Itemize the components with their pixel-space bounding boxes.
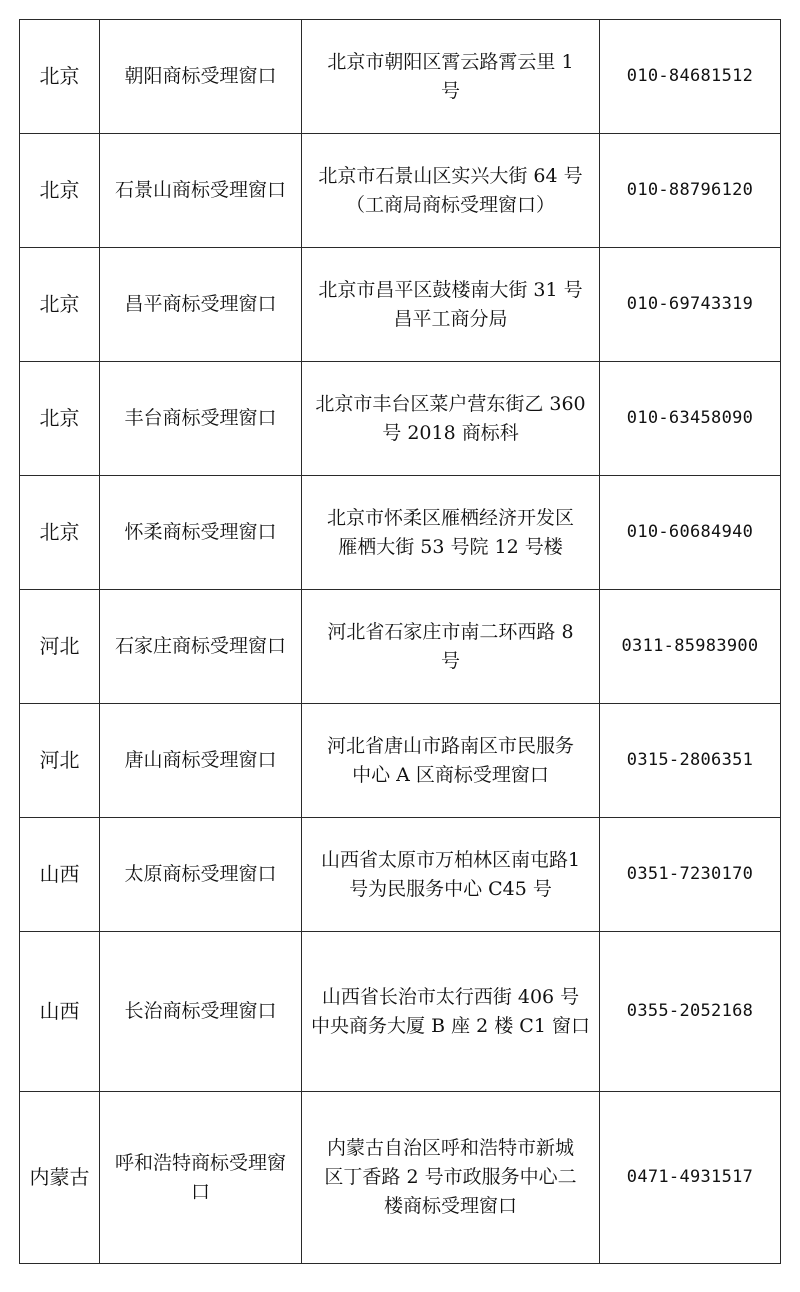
phone-cell: 010-69743319 [600,248,781,362]
province-cell: 内蒙古 [20,1092,100,1264]
province-cell: 山西 [20,818,100,932]
office-name-cell: 唐山商标受理窗口 [100,704,302,818]
table-body [20,20,781,1264]
table-row [20,1092,781,1264]
phone-cell: 0315-2806351 [600,704,781,818]
province-cell: 北京 [20,362,100,476]
province-cell: 河北 [20,590,100,704]
office-name-cell: 长治商标受理窗口 [100,932,302,1092]
office-name-cell: 呼和浩特商标受理窗 口 [100,1092,302,1264]
office-name-cell: 石景山商标受理窗口 [100,134,302,248]
phone-cell: 010-88796120 [600,134,781,248]
province-cell: 北京 [20,476,100,590]
address-cell: 内蒙古自治区呼和浩特市新城 区丁香路 2 号市政服务中心二 楼商标受理窗口 [302,1092,600,1264]
phone-cell: 010-60684940 [600,476,781,590]
table-row [20,932,781,1092]
address-cell: 北京市石景山区实兴大街 64 号 （工商局商标受理窗口） [302,134,600,248]
trademark-office-table [19,19,781,1264]
office-name-cell: 石家庄商标受理窗口 [100,590,302,704]
province-cell: 北京 [20,248,100,362]
phone-cell: 010-84681512 [600,20,781,134]
office-name-cell: 朝阳商标受理窗口 [100,20,302,134]
table-row [20,362,781,476]
address-cell: 山西省长治市太行西街 406 号 中央商务大厦 B 座 2 楼 C1 窗口 [302,932,600,1092]
table-row [20,704,781,818]
province-cell: 河北 [20,704,100,818]
address-cell: 北京市朝阳区霄云路霄云里 1 号 [302,20,600,134]
province-cell: 山西 [20,932,100,1092]
province-cell: 北京 [20,134,100,248]
address-cell: 河北省石家庄市南二环西路 8 号 [302,590,600,704]
office-name-cell: 丰台商标受理窗口 [100,362,302,476]
address-cell: 北京市丰台区菜户营东街乙 360 号 2018 商标科 [302,362,600,476]
office-name-cell: 昌平商标受理窗口 [100,248,302,362]
phone-cell: 0355-2052168 [600,932,781,1092]
table-row [20,818,781,932]
office-name-cell: 太原商标受理窗口 [100,818,302,932]
table-row [20,20,781,134]
address-cell: 北京市昌平区鼓楼南大街 31 号 昌平工商分局 [302,248,600,362]
address-cell: 北京市怀柔区雁栖经济开发区 雁栖大街 53 号院 12 号楼 [302,476,600,590]
phone-cell: 010-63458090 [600,362,781,476]
address-cell: 山西省太原市万柏林区南屯路1 号为民服务中心 C45 号 [302,818,600,932]
table-row [20,476,781,590]
phone-cell: 0351-7230170 [600,818,781,932]
phone-cell: 0311-85983900 [600,590,781,704]
table-row [20,248,781,362]
phone-cell: 0471-4931517 [600,1092,781,1264]
table-row [20,590,781,704]
address-cell: 河北省唐山市路南区市民服务 中心 A 区商标受理窗口 [302,704,600,818]
province-cell: 北京 [20,20,100,134]
table-row [20,134,781,248]
office-name-cell: 怀柔商标受理窗口 [100,476,302,590]
